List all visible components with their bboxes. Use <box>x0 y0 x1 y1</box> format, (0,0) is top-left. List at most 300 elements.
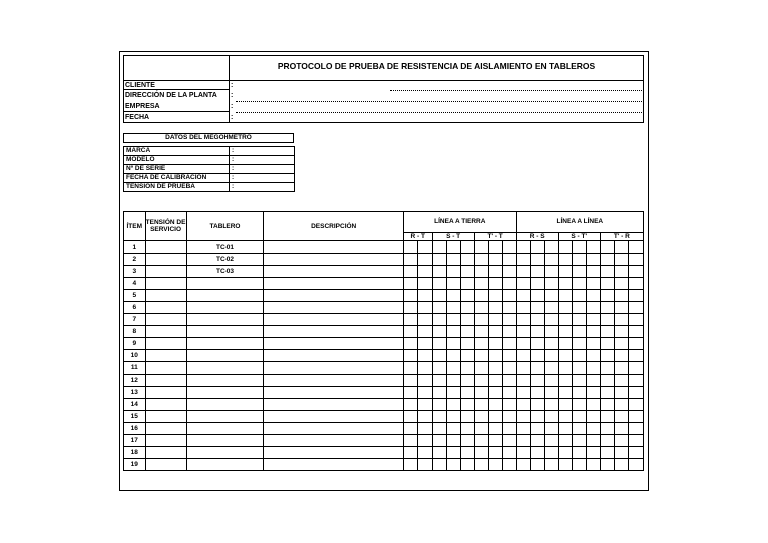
measurement-cell[interactable] <box>573 253 587 265</box>
measurement-cell[interactable] <box>474 253 488 265</box>
measurement-cell[interactable] <box>600 241 614 253</box>
measurement-cell[interactable] <box>573 265 587 277</box>
measurement-cell[interactable] <box>615 386 629 398</box>
measurement-cell[interactable] <box>531 447 545 459</box>
service-voltage-cell[interactable] <box>145 253 186 265</box>
service-voltage-cell[interactable] <box>145 289 186 301</box>
description-cell[interactable] <box>264 374 403 386</box>
measurement-cell[interactable] <box>403 265 417 277</box>
measurement-cell[interactable] <box>503 265 516 277</box>
measurement-cell[interactable] <box>600 265 614 277</box>
service-voltage-cell[interactable] <box>145 447 186 459</box>
description-cell[interactable] <box>264 362 403 374</box>
measurement-cell[interactable] <box>516 241 530 253</box>
measurement-cell[interactable] <box>545 241 558 253</box>
measurement-cell[interactable] <box>573 277 587 289</box>
measurement-cell[interactable] <box>629 422 644 434</box>
service-voltage-cell[interactable] <box>145 277 186 289</box>
measurement-cell[interactable] <box>587 289 600 301</box>
measurement-cell[interactable] <box>558 362 572 374</box>
measurement-cell[interactable] <box>615 350 629 362</box>
measurement-cell[interactable] <box>503 459 516 471</box>
measurement-cell[interactable] <box>403 241 417 253</box>
measurement-cell[interactable] <box>558 398 572 410</box>
measurement-cell[interactable] <box>573 301 587 313</box>
measurement-cell[interactable] <box>432 253 446 265</box>
measurement-cell[interactable] <box>558 422 572 434</box>
measurement-cell[interactable] <box>545 386 558 398</box>
service-voltage-cell[interactable] <box>145 386 186 398</box>
measurement-cell[interactable] <box>516 301 530 313</box>
measurement-cell[interactable] <box>615 362 629 374</box>
measurement-cell[interactable] <box>545 398 558 410</box>
measurement-cell[interactable] <box>461 326 474 338</box>
measurement-cell[interactable] <box>488 459 502 471</box>
measurement-cell[interactable] <box>558 314 572 326</box>
measurement-cell[interactable] <box>600 398 614 410</box>
measurement-cell[interactable] <box>558 447 572 459</box>
measurement-cell[interactable] <box>558 265 572 277</box>
measurement-cell[interactable] <box>531 265 545 277</box>
measurement-cell[interactable] <box>545 265 558 277</box>
measurement-cell[interactable] <box>474 241 488 253</box>
measurement-cell[interactable] <box>587 326 600 338</box>
service-voltage-cell[interactable] <box>145 434 186 446</box>
measurement-cell[interactable] <box>615 314 629 326</box>
service-voltage-cell[interactable] <box>145 301 186 313</box>
measurement-cell[interactable] <box>446 241 460 253</box>
measurement-cell[interactable] <box>432 434 446 446</box>
measurement-cell[interactable] <box>600 362 614 374</box>
measurement-cell[interactable] <box>573 314 587 326</box>
measurement-cell[interactable] <box>446 350 460 362</box>
measurement-cell[interactable] <box>573 398 587 410</box>
measurement-cell[interactable] <box>503 410 516 422</box>
measurement-cell[interactable] <box>600 459 614 471</box>
serial-value[interactable]: : <box>230 165 295 174</box>
measurement-cell[interactable] <box>418 326 432 338</box>
measurement-cell[interactable] <box>446 301 460 313</box>
measurement-cell[interactable] <box>587 422 600 434</box>
measurement-cell[interactable] <box>629 289 644 301</box>
measurement-cell[interactable] <box>461 374 474 386</box>
measurement-cell[interactable] <box>615 253 629 265</box>
measurement-cell[interactable] <box>432 422 446 434</box>
measurement-cell[interactable] <box>545 314 558 326</box>
measurement-cell[interactable] <box>516 447 530 459</box>
measurement-cell[interactable] <box>403 386 417 398</box>
measurement-cell[interactable] <box>587 362 600 374</box>
measurement-cell[interactable] <box>474 265 488 277</box>
measurement-cell[interactable] <box>516 459 530 471</box>
measurement-cell[interactable] <box>545 459 558 471</box>
measurement-cell[interactable] <box>531 434 545 446</box>
measurement-cell[interactable] <box>516 314 530 326</box>
measurement-cell[interactable] <box>474 350 488 362</box>
measurement-cell[interactable] <box>488 338 502 350</box>
measurement-cell[interactable] <box>615 374 629 386</box>
measurement-cell[interactable] <box>587 277 600 289</box>
measurement-cell[interactable] <box>503 386 516 398</box>
measurement-cell[interactable] <box>488 362 502 374</box>
measurement-cell[interactable] <box>587 398 600 410</box>
service-voltage-cell[interactable] <box>145 326 186 338</box>
measurement-cell[interactable] <box>432 459 446 471</box>
measurement-cell[interactable] <box>545 301 558 313</box>
measurement-cell[interactable] <box>474 301 488 313</box>
measurement-cell[interactable] <box>573 447 587 459</box>
measurement-cell[interactable] <box>558 326 572 338</box>
measurement-cell[interactable] <box>615 326 629 338</box>
measurement-cell[interactable] <box>432 301 446 313</box>
brand-value[interactable]: : <box>230 147 295 156</box>
measurement-cell[interactable] <box>418 253 432 265</box>
measurement-cell[interactable] <box>545 289 558 301</box>
measurement-cell[interactable] <box>488 410 502 422</box>
measurement-cell[interactable] <box>474 447 488 459</box>
description-cell[interactable] <box>264 398 403 410</box>
measurement-cell[interactable] <box>629 277 644 289</box>
description-cell[interactable] <box>264 350 403 362</box>
measurement-cell[interactable] <box>629 362 644 374</box>
measurement-cell[interactable] <box>545 350 558 362</box>
measurement-cell[interactable] <box>545 362 558 374</box>
measurement-cell[interactable] <box>488 447 502 459</box>
measurement-cell[interactable] <box>418 350 432 362</box>
measurement-cell[interactable] <box>587 338 600 350</box>
measurement-cell[interactable] <box>418 447 432 459</box>
measurement-cell[interactable] <box>461 447 474 459</box>
measurement-cell[interactable] <box>587 447 600 459</box>
measurement-cell[interactable] <box>432 277 446 289</box>
measurement-cell[interactable] <box>629 265 644 277</box>
description-cell[interactable] <box>264 265 403 277</box>
measurement-cell[interactable] <box>587 459 600 471</box>
measurement-cell[interactable] <box>629 434 644 446</box>
service-voltage-cell[interactable] <box>145 410 186 422</box>
measurement-cell[interactable] <box>432 314 446 326</box>
measurement-cell[interactable] <box>516 338 530 350</box>
measurement-cell[interactable] <box>531 374 545 386</box>
service-voltage-cell[interactable] <box>145 459 186 471</box>
measurement-cell[interactable] <box>403 277 417 289</box>
measurement-cell[interactable] <box>558 386 572 398</box>
service-voltage-cell[interactable] <box>145 350 186 362</box>
measurement-cell[interactable] <box>446 447 460 459</box>
measurement-cell[interactable] <box>629 326 644 338</box>
measurement-cell[interactable] <box>587 301 600 313</box>
description-cell[interactable] <box>264 314 403 326</box>
measurement-cell[interactable] <box>488 374 502 386</box>
measurement-cell[interactable] <box>531 241 545 253</box>
service-voltage-cell[interactable] <box>145 338 186 350</box>
measurement-cell[interactable] <box>432 241 446 253</box>
measurement-cell[interactable] <box>488 241 502 253</box>
measurement-cell[interactable] <box>432 374 446 386</box>
measurement-cell[interactable] <box>531 277 545 289</box>
measurement-cell[interactable] <box>615 338 629 350</box>
measurement-cell[interactable] <box>474 398 488 410</box>
service-voltage-cell[interactable] <box>145 241 186 253</box>
measurement-cell[interactable] <box>446 338 460 350</box>
measurement-cell[interactable] <box>573 241 587 253</box>
measurement-cell[interactable] <box>516 277 530 289</box>
measurement-cell[interactable] <box>531 422 545 434</box>
measurement-cell[interactable] <box>545 277 558 289</box>
company-fill-line[interactable] <box>236 112 642 113</box>
measurement-cell[interactable] <box>615 265 629 277</box>
measurement-cell[interactable] <box>503 241 516 253</box>
measurement-cell[interactable] <box>418 422 432 434</box>
test-voltage-value[interactable]: : <box>230 183 295 192</box>
measurement-cell[interactable] <box>615 422 629 434</box>
measurement-cell[interactable] <box>545 338 558 350</box>
measurement-cell[interactable] <box>488 301 502 313</box>
measurement-cell[interactable] <box>629 338 644 350</box>
measurement-cell[interactable] <box>600 447 614 459</box>
measurement-cell[interactable] <box>503 326 516 338</box>
service-voltage-cell[interactable] <box>145 314 186 326</box>
measurement-cell[interactable] <box>461 289 474 301</box>
service-voltage-cell[interactable] <box>145 422 186 434</box>
measurement-cell[interactable] <box>474 277 488 289</box>
measurement-cell[interactable] <box>446 326 460 338</box>
measurement-cell[interactable] <box>558 374 572 386</box>
measurement-cell[interactable] <box>629 253 644 265</box>
measurement-cell[interactable] <box>488 253 502 265</box>
measurement-cell[interactable] <box>461 350 474 362</box>
measurement-cell[interactable] <box>600 434 614 446</box>
measurement-cell[interactable] <box>531 410 545 422</box>
measurement-cell[interactable] <box>461 338 474 350</box>
measurement-cell[interactable] <box>558 277 572 289</box>
measurement-cell[interactable] <box>516 362 530 374</box>
measurement-cell[interactable] <box>629 410 644 422</box>
measurement-cell[interactable] <box>446 374 460 386</box>
measurement-cell[interactable] <box>587 410 600 422</box>
measurement-cell[interactable] <box>403 301 417 313</box>
measurement-cell[interactable] <box>403 326 417 338</box>
measurement-cell[interactable] <box>629 459 644 471</box>
measurement-cell[interactable] <box>432 338 446 350</box>
measurement-cell[interactable] <box>600 374 614 386</box>
measurement-cell[interactable] <box>461 459 474 471</box>
measurement-cell[interactable] <box>558 338 572 350</box>
measurement-cell[interactable] <box>545 410 558 422</box>
measurement-cell[interactable] <box>573 459 587 471</box>
measurement-cell[interactable] <box>573 386 587 398</box>
measurement-cell[interactable] <box>461 241 474 253</box>
model-value[interactable]: : <box>230 156 295 165</box>
measurement-cell[interactable] <box>503 422 516 434</box>
measurement-cell[interactable] <box>587 350 600 362</box>
measurement-cell[interactable] <box>461 434 474 446</box>
measurement-cell[interactable] <box>503 447 516 459</box>
measurement-cell[interactable] <box>516 265 530 277</box>
measurement-cell[interactable] <box>587 314 600 326</box>
measurement-cell[interactable] <box>432 410 446 422</box>
measurement-cell[interactable] <box>418 338 432 350</box>
measurement-cell[interactable] <box>503 289 516 301</box>
measurement-cell[interactable] <box>629 241 644 253</box>
measurement-cell[interactable] <box>615 277 629 289</box>
measurement-cell[interactable] <box>488 398 502 410</box>
measurement-cell[interactable] <box>474 289 488 301</box>
measurement-cell[interactable] <box>432 265 446 277</box>
measurement-cell[interactable] <box>418 410 432 422</box>
measurement-cell[interactable] <box>488 277 502 289</box>
measurement-cell[interactable] <box>418 241 432 253</box>
measurement-cell[interactable] <box>600 301 614 313</box>
measurement-cell[interactable] <box>516 374 530 386</box>
measurement-cell[interactable] <box>615 289 629 301</box>
calibration-value[interactable]: : <box>230 174 295 183</box>
measurement-cell[interactable] <box>600 253 614 265</box>
measurement-cell[interactable] <box>629 447 644 459</box>
measurement-cell[interactable] <box>600 277 614 289</box>
measurement-cell[interactable] <box>516 350 530 362</box>
measurement-cell[interactable] <box>503 374 516 386</box>
measurement-cell[interactable] <box>461 253 474 265</box>
measurement-cell[interactable] <box>446 314 460 326</box>
measurement-cell[interactable] <box>488 265 502 277</box>
measurement-cell[interactable] <box>403 289 417 301</box>
measurement-cell[interactable] <box>558 434 572 446</box>
measurement-cell[interactable] <box>446 422 460 434</box>
measurement-cell[interactable] <box>516 422 530 434</box>
measurement-cell[interactable] <box>629 398 644 410</box>
measurement-cell[interactable] <box>418 459 432 471</box>
measurement-cell[interactable] <box>403 314 417 326</box>
measurement-cell[interactable] <box>531 362 545 374</box>
measurement-cell[interactable] <box>432 289 446 301</box>
measurement-cell[interactable] <box>418 314 432 326</box>
measurement-cell[interactable] <box>615 398 629 410</box>
measurement-cell[interactable] <box>418 386 432 398</box>
measurement-cell[interactable] <box>432 447 446 459</box>
measurement-cell[interactable] <box>615 301 629 313</box>
measurement-cell[interactable] <box>403 422 417 434</box>
description-cell[interactable] <box>264 338 403 350</box>
measurement-cell[interactable] <box>503 434 516 446</box>
service-voltage-cell[interactable] <box>145 362 186 374</box>
measurement-cell[interactable] <box>446 277 460 289</box>
service-voltage-cell[interactable] <box>145 265 186 277</box>
measurement-cell[interactable] <box>558 459 572 471</box>
measurement-cell[interactable] <box>474 434 488 446</box>
measurement-cell[interactable] <box>418 277 432 289</box>
measurement-cell[interactable] <box>446 362 460 374</box>
measurement-cell[interactable] <box>531 314 545 326</box>
description-cell[interactable] <box>264 422 403 434</box>
measurement-cell[interactable] <box>573 434 587 446</box>
measurement-cell[interactable] <box>600 314 614 326</box>
measurement-cell[interactable] <box>573 338 587 350</box>
measurement-cell[interactable] <box>432 326 446 338</box>
measurement-cell[interactable] <box>629 386 644 398</box>
measurement-cell[interactable] <box>418 289 432 301</box>
measurement-cell[interactable] <box>558 253 572 265</box>
measurement-cell[interactable] <box>488 314 502 326</box>
measurement-cell[interactable] <box>418 434 432 446</box>
service-voltage-cell[interactable] <box>145 374 186 386</box>
measurement-cell[interactable] <box>503 253 516 265</box>
measurement-cell[interactable] <box>587 434 600 446</box>
measurement-cell[interactable] <box>531 253 545 265</box>
measurement-cell[interactable] <box>418 362 432 374</box>
measurement-cell[interactable] <box>503 338 516 350</box>
measurement-cell[interactable] <box>403 434 417 446</box>
measurement-cell[interactable] <box>587 374 600 386</box>
measurement-cell[interactable] <box>461 422 474 434</box>
measurement-cell[interactable] <box>600 338 614 350</box>
measurement-cell[interactable] <box>432 386 446 398</box>
measurement-cell[interactable] <box>488 422 502 434</box>
measurement-cell[interactable] <box>403 350 417 362</box>
measurement-cell[interactable] <box>615 447 629 459</box>
description-cell[interactable] <box>264 459 403 471</box>
measurement-cell[interactable] <box>446 289 460 301</box>
measurement-cell[interactable] <box>545 326 558 338</box>
measurement-cell[interactable] <box>531 459 545 471</box>
measurement-cell[interactable] <box>403 459 417 471</box>
measurement-cell[interactable] <box>488 289 502 301</box>
measurement-cell[interactable] <box>474 410 488 422</box>
measurement-cell[interactable] <box>587 253 600 265</box>
measurement-cell[interactable] <box>503 277 516 289</box>
measurement-cell[interactable] <box>558 301 572 313</box>
measurement-cell[interactable] <box>558 289 572 301</box>
description-cell[interactable] <box>264 410 403 422</box>
description-cell[interactable] <box>264 301 403 313</box>
measurement-cell[interactable] <box>503 350 516 362</box>
measurement-cell[interactable] <box>516 434 530 446</box>
measurement-cell[interactable] <box>516 398 530 410</box>
measurement-cell[interactable] <box>600 326 614 338</box>
measurement-cell[interactable] <box>545 374 558 386</box>
measurement-cell[interactable] <box>558 410 572 422</box>
measurement-cell[interactable] <box>503 314 516 326</box>
measurement-cell[interactable] <box>403 338 417 350</box>
measurement-cell[interactable] <box>587 241 600 253</box>
measurement-cell[interactable] <box>600 289 614 301</box>
measurement-cell[interactable] <box>446 410 460 422</box>
measurement-cell[interactable] <box>461 398 474 410</box>
measurement-cell[interactable] <box>587 386 600 398</box>
measurement-cell[interactable] <box>600 386 614 398</box>
measurement-cell[interactable] <box>403 447 417 459</box>
description-cell[interactable] <box>264 386 403 398</box>
measurement-cell[interactable] <box>461 277 474 289</box>
measurement-cell[interactable] <box>403 398 417 410</box>
measurement-cell[interactable] <box>545 447 558 459</box>
measurement-cell[interactable] <box>600 422 614 434</box>
measurement-cell[interactable] <box>461 362 474 374</box>
measurement-cell[interactable] <box>615 410 629 422</box>
measurement-cell[interactable] <box>615 434 629 446</box>
measurement-cell[interactable] <box>531 301 545 313</box>
measurement-cell[interactable] <box>516 386 530 398</box>
measurement-cell[interactable] <box>629 350 644 362</box>
measurement-cell[interactable] <box>545 434 558 446</box>
measurement-cell[interactable] <box>403 410 417 422</box>
measurement-cell[interactable] <box>461 301 474 313</box>
measurement-cell[interactable] <box>573 422 587 434</box>
description-cell[interactable] <box>264 434 403 446</box>
measurement-cell[interactable] <box>461 386 474 398</box>
measurement-cell[interactable] <box>531 398 545 410</box>
measurement-cell[interactable] <box>474 326 488 338</box>
